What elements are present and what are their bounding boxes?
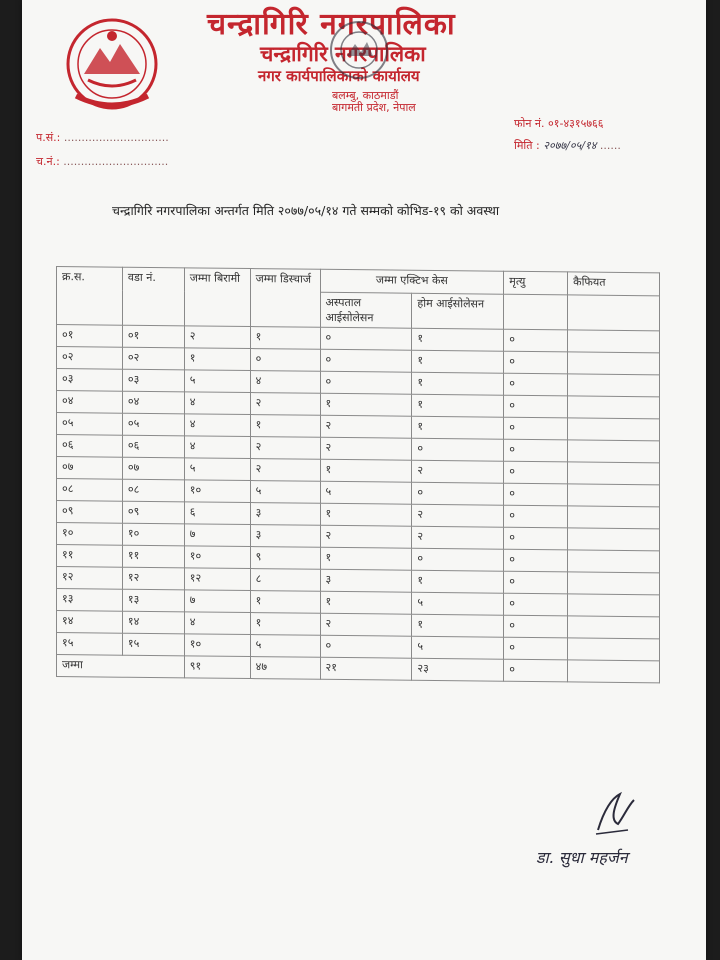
cell-sn: १३ xyxy=(57,589,123,612)
cell-discharge: १ xyxy=(250,415,320,438)
cell-sn: १२ xyxy=(57,567,123,590)
cell-hospital: १ xyxy=(320,547,412,570)
cell-sn: १५ xyxy=(57,633,123,656)
cell-remarks xyxy=(568,440,660,463)
cell-ward: ०४ xyxy=(122,391,184,414)
cell-home: १ xyxy=(412,614,504,637)
cell-remarks xyxy=(568,616,660,639)
total-death-sum: ० xyxy=(504,659,568,682)
cell-total: १० xyxy=(184,546,250,569)
cell-remarks xyxy=(568,550,660,573)
cell-discharge: ९ xyxy=(250,547,320,570)
cell-home: २ xyxy=(412,526,504,549)
col-total-discharge-header: जम्मा डिस्चार्ज xyxy=(250,269,320,328)
cell-sn: १० xyxy=(57,523,123,546)
total-remarks xyxy=(568,660,660,683)
cell-discharge: २ xyxy=(250,437,320,460)
cell-home: १ xyxy=(412,372,504,395)
cell-hospital: ३ xyxy=(320,569,412,592)
cell-hospital: २ xyxy=(320,613,412,636)
covid-status-table xyxy=(56,266,660,683)
cell-remarks xyxy=(568,462,660,485)
cell-hospital: १ xyxy=(320,393,412,416)
cell-discharge: ५ xyxy=(250,481,320,504)
cell-home: २ xyxy=(412,504,504,527)
cell-sn: ०३ xyxy=(57,369,123,392)
ref-number xyxy=(36,130,169,145)
ref-number-label: प.सं.: xyxy=(36,131,61,144)
cell-death: ० xyxy=(504,571,568,594)
cell-remarks xyxy=(568,594,660,617)
cell-remarks xyxy=(568,352,660,375)
cell-hospital: १ xyxy=(320,591,412,614)
cell-death: ० xyxy=(504,461,568,484)
cell-remarks xyxy=(568,528,660,551)
report-heading: चन्द्रागिरि नगरपालिका अन्तर्गत मिति २०७७/०५/१४ गते सम्मको कोभिड-१९ को अवस्था xyxy=(112,203,500,218)
cell-death: ० xyxy=(504,615,568,638)
cell-sn: ०२ xyxy=(57,347,123,370)
cell-home: १ xyxy=(412,570,504,593)
cell-sn: ०५ xyxy=(57,413,123,436)
cell-discharge: ५ xyxy=(250,635,320,658)
cell-death: ० xyxy=(504,329,568,352)
cell-total: ५ xyxy=(184,458,250,481)
office-name-line1: चन्द्रागिरि नगरपालिका xyxy=(260,42,426,66)
cell-remarks xyxy=(568,396,660,419)
col-ward-header: वडा नं. xyxy=(122,267,184,326)
cell-death: ० xyxy=(504,549,568,572)
cell-remarks xyxy=(568,484,660,507)
cell-ward: १३ xyxy=(122,589,184,612)
cell-home: ५ xyxy=(412,592,504,615)
total-hospital-sum: २१ xyxy=(320,657,412,680)
cell-hospital: ५ xyxy=(320,481,412,504)
col-death-blank xyxy=(504,294,568,330)
cell-discharge: ३ xyxy=(250,503,320,526)
address-line1: बलम्बु, काठमाडौं xyxy=(332,89,399,102)
phone-label: फोन नं. xyxy=(514,117,545,130)
cell-sn: ०९ xyxy=(57,501,123,524)
cell-total: ७ xyxy=(184,524,250,547)
cell-total: २ xyxy=(184,326,250,349)
cell-discharge: ४ xyxy=(250,371,320,394)
cell-total: ५ xyxy=(184,370,250,393)
municipality-emblem-icon xyxy=(62,14,162,114)
signatory-name: डा. सुधा महर्जन xyxy=(536,848,628,867)
cell-hospital: ० xyxy=(320,635,412,658)
cell-ward: ०९ xyxy=(122,501,184,524)
cell-total: ६ xyxy=(184,502,250,525)
date-label: मिति : xyxy=(514,139,540,152)
cell-total: १ xyxy=(184,348,250,371)
col-hospital-header: अस्पताल आईसोलेसन xyxy=(320,292,412,328)
cell-total: १० xyxy=(184,634,250,657)
cell-total: ४ xyxy=(184,612,250,635)
cell-death: ० xyxy=(504,351,568,374)
cell-death: ० xyxy=(504,593,568,616)
cell-death: ० xyxy=(504,417,568,440)
dispatch-number xyxy=(36,154,168,169)
cell-total: ७ xyxy=(184,590,250,613)
cell-hospital: २ xyxy=(320,525,412,548)
total-patients-sum: ९१ xyxy=(184,656,250,679)
cell-home: ० xyxy=(412,438,504,461)
cell-home: ५ xyxy=(412,636,504,659)
cell-discharge: १ xyxy=(250,327,320,350)
cell-total: ४ xyxy=(184,436,250,459)
cell-hospital: ० xyxy=(320,349,412,372)
cell-home: ० xyxy=(412,482,504,505)
cell-sn: ०८ xyxy=(57,479,123,502)
total-label: जम्मा xyxy=(57,655,185,678)
cell-ward: ०३ xyxy=(122,369,184,392)
cell-ward: ०५ xyxy=(122,413,184,436)
dispatch-number-dots: .............................. xyxy=(63,155,169,168)
cell-hospital: १ xyxy=(320,503,412,526)
cell-home: १ xyxy=(412,328,504,351)
phone-line xyxy=(514,116,604,131)
cell-discharge: ० xyxy=(250,349,320,372)
dispatch-number-label: च.नं.: xyxy=(36,155,60,168)
date-value: २०७७/०५/१४ xyxy=(543,139,597,152)
date-line xyxy=(514,138,621,153)
cell-death: ० xyxy=(504,373,568,396)
cell-sn: ०४ xyxy=(57,391,123,414)
cell-sn: १४ xyxy=(57,611,123,634)
date-dots: ...... xyxy=(599,139,621,152)
cell-ward: ०२ xyxy=(122,347,184,370)
cell-remarks xyxy=(568,638,660,661)
cell-remarks xyxy=(568,572,660,595)
cell-home: १ xyxy=(412,394,504,417)
cell-total: ४ xyxy=(184,392,250,415)
col-remarks-blank xyxy=(568,295,660,331)
cell-death: ० xyxy=(504,637,568,660)
col-remarks-header: कैफियत xyxy=(568,272,660,296)
col-sn-header: क्र.स. xyxy=(57,267,123,326)
cell-home: १ xyxy=(412,416,504,439)
cell-death: ० xyxy=(504,439,568,462)
total-home-sum: २३ xyxy=(412,658,504,681)
col-active-header: जम्मा एक्टिभ केस xyxy=(320,269,504,294)
cell-ward: ११ xyxy=(122,545,184,568)
cell-ward: १५ xyxy=(122,633,184,656)
cell-sn: ०६ xyxy=(57,435,123,458)
office-stamp-icon xyxy=(327,18,391,82)
cell-discharge: १ xyxy=(250,613,320,636)
cell-ward: १२ xyxy=(122,567,184,590)
col-death-header: मृत्यु xyxy=(504,271,568,295)
cell-sn: ११ xyxy=(57,545,123,568)
cell-death: ० xyxy=(504,505,568,528)
phone-value: ०१-४३१५७६६ xyxy=(548,117,604,130)
cell-home: १ xyxy=(412,350,504,373)
address-line2: बागमती प्रदेश, नेपाल xyxy=(332,101,416,114)
cell-ward: १४ xyxy=(122,611,184,634)
cell-death: ० xyxy=(504,395,568,418)
table-body xyxy=(57,325,660,661)
table-header-row xyxy=(57,267,660,296)
col-home-header: होम आईसोलेसन xyxy=(412,293,504,329)
cell-remarks xyxy=(568,330,660,353)
cell-ward: ०१ xyxy=(122,325,184,348)
cell-sn: ०७ xyxy=(57,457,123,480)
cell-total: १० xyxy=(184,480,250,503)
cell-hospital: ० xyxy=(320,371,412,394)
cell-ward: १० xyxy=(122,523,184,546)
cell-hospital: २ xyxy=(320,437,412,460)
cell-ward: ०६ xyxy=(122,435,184,458)
cell-discharge: २ xyxy=(250,459,320,482)
office-address xyxy=(332,90,492,114)
cell-hospital: ० xyxy=(320,327,412,350)
cell-total: १२ xyxy=(184,568,250,591)
office-name-line2: नगर कार्यपालिकाको कार्यालय xyxy=(258,67,420,85)
cell-remarks xyxy=(568,374,660,397)
cell-discharge: ८ xyxy=(250,569,320,592)
cell-home: ० xyxy=(412,548,504,571)
cell-death: ० xyxy=(504,527,568,550)
cell-sn: ०१ xyxy=(57,325,123,348)
cell-discharge: १ xyxy=(250,591,320,614)
cell-death: ० xyxy=(504,483,568,506)
ref-number-dots: .............................. xyxy=(63,131,169,144)
cell-ward: ०८ xyxy=(122,479,184,502)
cell-home: २ xyxy=(412,460,504,483)
cell-remarks xyxy=(568,418,660,441)
cell-discharge: २ xyxy=(250,393,320,416)
col-total-patients-header: जम्मा बिरामी xyxy=(184,268,250,327)
cell-hospital: १ xyxy=(320,459,412,482)
cell-discharge: ३ xyxy=(250,525,320,548)
cell-remarks xyxy=(568,506,660,529)
cell-ward: ०७ xyxy=(122,457,184,480)
signature-scribble-icon xyxy=(590,790,640,838)
total-discharge-sum: ४७ xyxy=(250,657,320,680)
municipality-title: चन्द्रागिरि नगरपालिका xyxy=(207,7,456,42)
cell-total: ४ xyxy=(184,414,250,437)
cell-hospital: २ xyxy=(320,415,412,438)
